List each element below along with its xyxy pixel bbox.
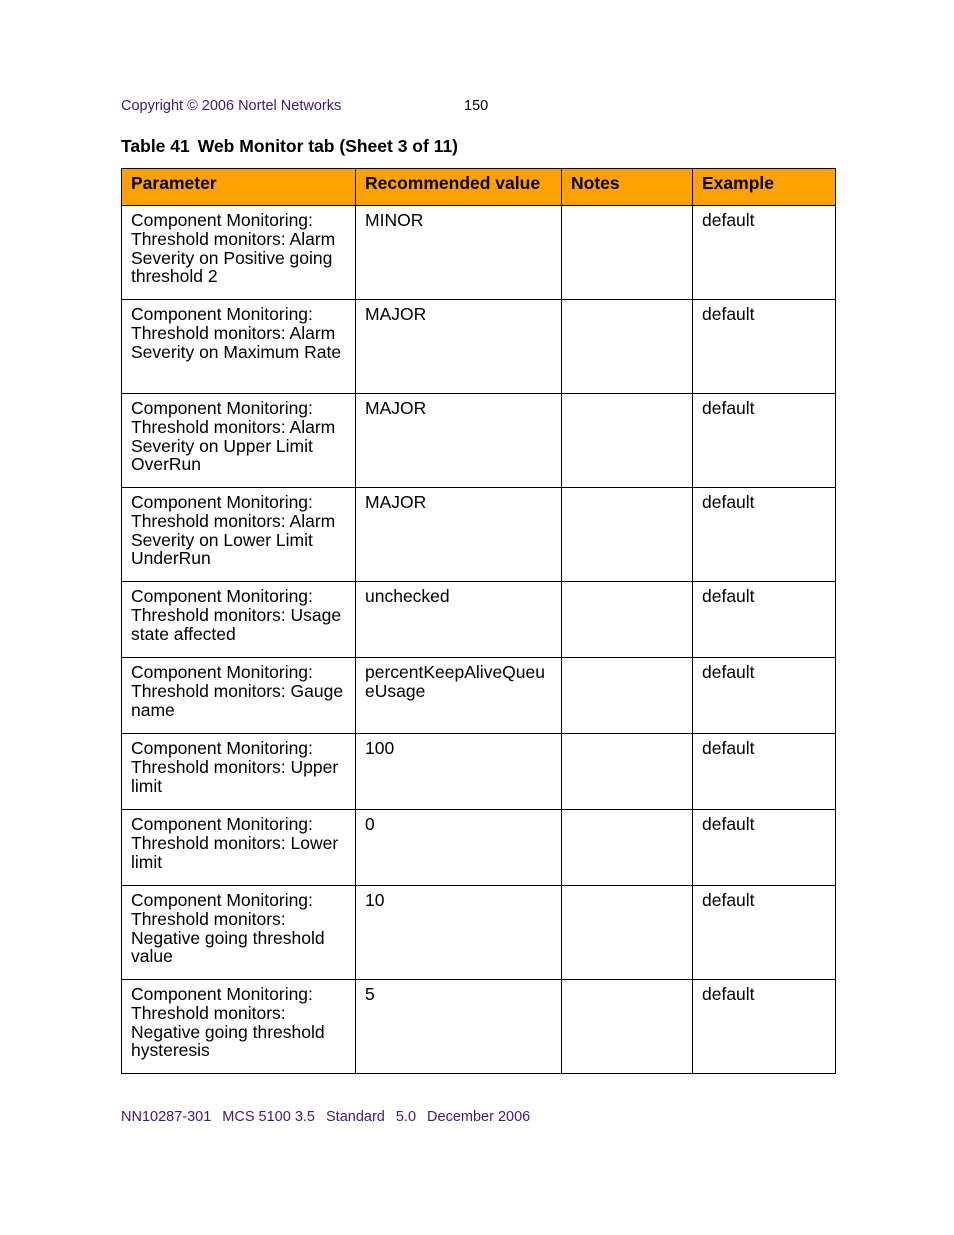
document-footer <box>121 1109 541 1125</box>
notes-cell <box>562 300 693 394</box>
recommended-value-cell: 100 <box>356 734 562 810</box>
table-row <box>122 394 836 488</box>
footer-version: 5.0 <box>395 1109 417 1125</box>
notes-cell <box>562 810 693 886</box>
parameter-cell: Component Monitoring: Threshold monitors: Usage state affected <box>122 582 356 658</box>
table-row <box>122 582 836 658</box>
footer-doc-number: NN10287-301 <box>121 1109 212 1125</box>
copyright-notice: Copyright © 2006 Nortel Networks <box>121 98 342 114</box>
parameter-cell: Component Monitoring: Threshold monitors: Alarm Severity on Maximum Rate <box>122 300 356 394</box>
table-label: Table 41 <box>121 136 190 156</box>
recommended-value-cell: unchecked <box>356 582 562 658</box>
recommended-value-cell: 0 <box>356 810 562 886</box>
recommended-value-cell: 10 <box>356 886 562 980</box>
footer-product: MCS 5100 3.5 <box>222 1109 315 1125</box>
column-header-example: Example <box>693 169 836 206</box>
column-header-notes: Notes <box>562 169 693 206</box>
notes-cell <box>562 394 693 488</box>
table-row <box>122 886 836 980</box>
parameter-cell: Component Monitoring: Threshold monitors: Alarm Severity on Positive going threshold 2 <box>122 206 356 300</box>
recommended-value-cell: percentKeepAliveQueueUsage <box>356 658 562 734</box>
example-cell: default <box>693 394 836 488</box>
example-cell: default <box>693 810 836 886</box>
notes-cell <box>562 582 693 658</box>
table-row <box>122 488 836 582</box>
notes-cell <box>562 658 693 734</box>
page-number: 150 <box>464 98 489 114</box>
recommended-value-cell: 5 <box>356 980 562 1074</box>
example-cell: default <box>693 488 836 582</box>
table-title: Web Monitor tab (Sheet 3 of 11) <box>197 136 459 156</box>
notes-cell <box>562 206 693 300</box>
table-row <box>122 206 836 300</box>
notes-cell <box>562 980 693 1074</box>
table-header-row <box>122 169 836 206</box>
column-header-recommended-value: Recommended value <box>356 169 562 206</box>
recommended-value-cell: MINOR <box>356 206 562 300</box>
parameter-cell: Component Monitoring: Threshold monitors: Gauge name <box>122 658 356 734</box>
web-monitor-table <box>121 168 836 1074</box>
table-row <box>122 734 836 810</box>
parameter-cell: Component Monitoring: Threshold monitors: Lower limit <box>122 810 356 886</box>
notes-cell <box>562 734 693 810</box>
parameter-cell: Component Monitoring: Threshold monitors: Negative going threshold value <box>122 886 356 980</box>
example-cell: default <box>693 886 836 980</box>
column-header-parameter: Parameter <box>122 169 356 206</box>
footer-status: Standard <box>326 1109 385 1125</box>
example-cell: default <box>693 300 836 394</box>
table-caption <box>121 136 458 157</box>
parameter-cell: Component Monitoring: Threshold monitors: Upper limit <box>122 734 356 810</box>
example-cell: default <box>693 734 836 810</box>
example-cell: default <box>693 582 836 658</box>
table-row <box>122 658 836 734</box>
table-row <box>122 810 836 886</box>
recommended-value-cell: MAJOR <box>356 488 562 582</box>
notes-cell <box>562 488 693 582</box>
recommended-value-cell: MAJOR <box>356 300 562 394</box>
table-row <box>122 980 836 1074</box>
recommended-value-cell: MAJOR <box>356 394 562 488</box>
notes-cell <box>562 886 693 980</box>
footer-date: December 2006 <box>427 1109 531 1125</box>
parameter-cell: Component Monitoring: Threshold monitors: Negative going threshold hysteresis <box>122 980 356 1074</box>
parameter-cell: Component Monitoring: Threshold monitors: Alarm Severity on Lower Limit UnderRun <box>122 488 356 582</box>
example-cell: default <box>693 658 836 734</box>
parameter-cell: Component Monitoring: Threshold monitors: Alarm Severity on Upper Limit OverRun <box>122 394 356 488</box>
example-cell: default <box>693 206 836 300</box>
example-cell: default <box>693 980 836 1074</box>
table-row <box>122 300 836 394</box>
